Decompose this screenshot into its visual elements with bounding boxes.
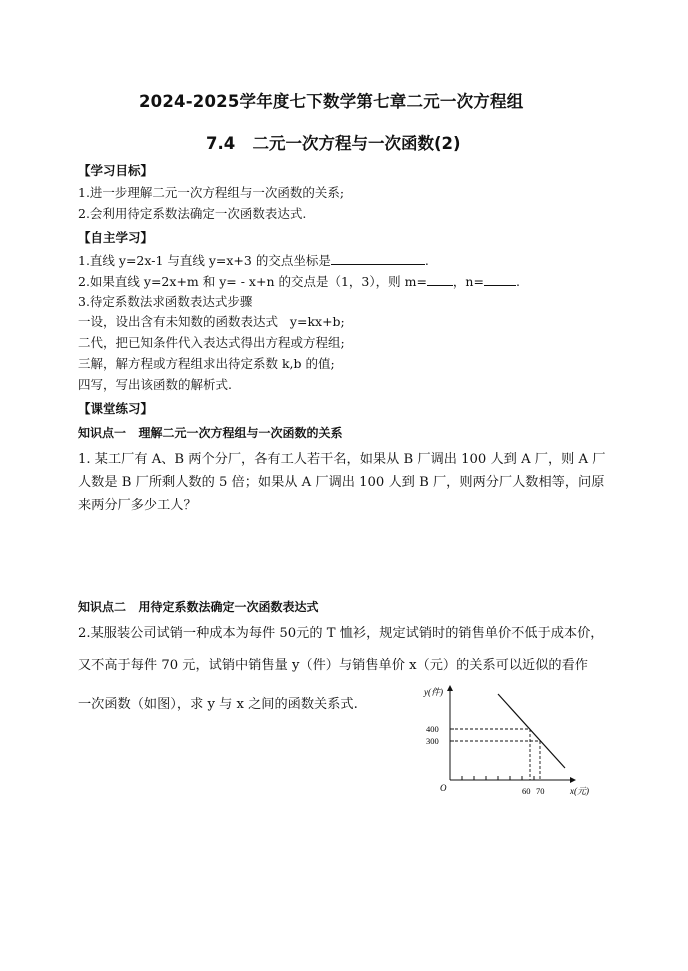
q2-n-blank[interactable]: [484, 273, 516, 286]
y-axis-label: y(件): [424, 687, 443, 697]
q2-text: 2.如果直线 y=2x+m 和 y= - x+n 的交点是（1，3），则 m=: [78, 274, 427, 289]
problem-1-line-2: 人数是 B 厂所剩人数的 5 倍；如果从 A 厂调出 100 人到 B 厂，则两分厂人数相等，问原: [78, 475, 605, 490]
y-tick-400: 400: [426, 724, 439, 734]
knowledge-point-2-title: 知识点二 用待定系数法确定一次函数表达式: [78, 600, 319, 614]
problem-1-line-3: 来两分厂多少工人？: [78, 498, 197, 513]
step-2: 二代，把已知条件代入表达式得出方程或方程组;: [78, 335, 345, 350]
x-tick-70: 70: [536, 786, 545, 796]
problem-2-line-2: 又不高于每件 70 元，试销中销售量 y（件）与销售单价 x（元）的关系可以近似的看作: [78, 658, 588, 673]
sales-graph: [410, 680, 600, 800]
self-study-heading: 【自主学习】: [78, 230, 154, 245]
problem-2-line-1: 2.某服装公司试销一种成本为每件 50元的 T 恤衫，规定试销时的销售单价不低于成本价，: [78, 626, 604, 641]
x-tick-marks: [462, 776, 534, 780]
q2-end: .: [515, 274, 520, 289]
y-tick-marks: [450, 729, 454, 741]
q1-answer-blank[interactable]: [331, 252, 425, 265]
step-3: 三解，解方程或方程组求出待定系数 k,b 的值;: [78, 356, 335, 371]
self-study-q2: [78, 272, 520, 290]
q2-m-blank[interactable]: [427, 273, 453, 286]
problem-1-line-1: 1. 某工厂有 A、B 两个分厂，各有工人若干名，如果从 B 厂调出 100 人到 A 厂，则 A 厂: [78, 452, 606, 467]
practice-heading: 【课堂练习】: [78, 401, 154, 416]
goal-item-2: 2.会利用待定系数法确定一次函数表达式.: [78, 206, 307, 221]
q1-end: .: [424, 253, 429, 268]
function-line: [498, 694, 565, 768]
x-tick-60: 60: [522, 786, 531, 796]
q2-mid: ，n=: [452, 274, 484, 289]
goal-item-1: 1.进一步理解二元一次方程组与一次函数的关系;: [78, 185, 345, 200]
origin-label: O: [440, 783, 447, 793]
page-title: 2024-2025学年度七下数学第七章二元一次方程组: [139, 92, 524, 111]
self-study-q3: 3.待定系数法求函数表达式步骤: [78, 294, 253, 309]
step-1: 一设，设出含有未知数的函数表达式 y=kx+b;: [78, 314, 345, 329]
x-axis-label: x(元): [570, 786, 589, 796]
y-tick-300: 300: [426, 736, 439, 746]
self-study-q1: [78, 251, 429, 269]
guide-lines: [450, 729, 540, 780]
knowledge-point-1-title: 知识点一 理解二元一次方程组与一次函数的关系: [78, 426, 343, 440]
problem-2-line-3: 一次函数（如图），求 y 与 x 之间的函数关系式.: [78, 697, 358, 712]
step-4: 四写，写出该函数的解析式.: [78, 377, 232, 392]
goals-heading: 【学习目标】: [78, 163, 154, 178]
q1-text: 1.直线 y=2x-1 与直线 y=x+3 的交点坐标是: [78, 253, 331, 268]
section-title: 7.4 二元一次方程与一次函数(2): [206, 134, 461, 153]
